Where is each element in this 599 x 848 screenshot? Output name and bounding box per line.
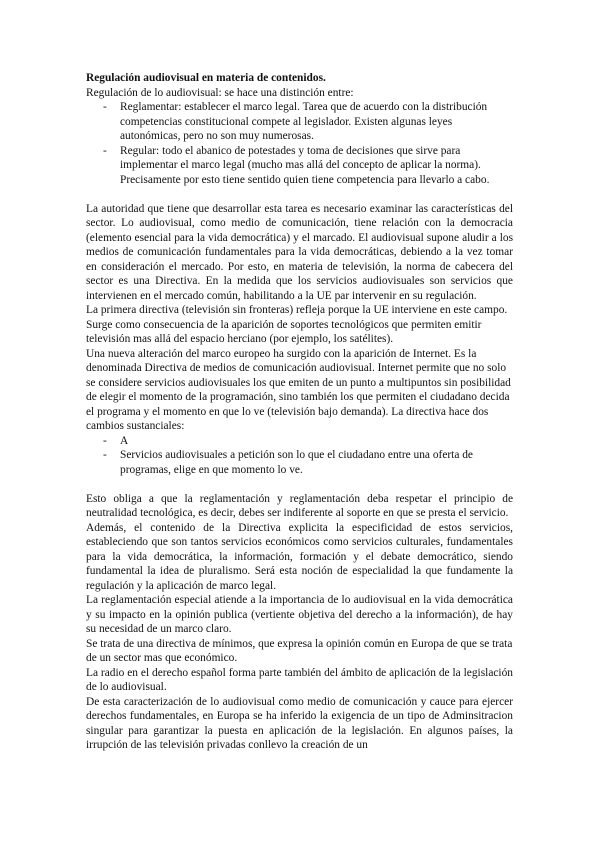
bullet-dash: - [103,449,107,461]
list-item [86,144,513,188]
bullet-dash: - [103,434,107,447]
list-item-text: Servicios audiovisuales a petición son lo que el ciudadano entre una oferta de programas, elige en que momento lo ve. [120,449,473,476]
document-page [86,71,513,753]
paragraph: Se trata de una directiva de mínimos, que expresa la opinión común en Europa de que se trata de un sector mas que económico. [86,637,513,664]
paragraph: Esto obliga a que la reglamentación y reglamentación deba respetar el principio de neutralidad tecnológica, es decir, debes ser indiferente al soporte en que se presta el servicio. [86,492,513,519]
list-item-text: Regular: todo el abanico de potestades y toma de decisiones que sirve para implementar el marco legal (mucho mas allá del concepto de aplicar la norma). Precisamente por esto tiene sentido quien tiene competencia para llevarlo a cabo. [120,144,490,186]
paragraph: La radio en el derecho español forma parte también del ámbito de aplicación de la legislación de lo audiovisual. [86,666,513,693]
intro-text: Regulación de lo audiovisual: se hace una distinción entre: [86,86,354,99]
document-title: Regulación audiovisual en materia de contenidos. [86,72,326,84]
paragraph: Además, el contenido de la Directiva explicita la especificidad de estos servicios, estableciendo que son tantos servicios económicos como servicios culturales, fundamentales para la vida democrática, la información, formación y el debate democrático, siendo fundamental la idea de pluralismo. Será esta noción de especialidad la que fundamente la regulación y la aplicación de marco legal. [86,521,513,592]
list-item [86,434,513,449]
spacer [86,477,513,492]
paragraph: Una nueva alteración del marco europeo ha surgido con la aparición de Internet. Es la denominada Directiva de medios de comunicación audiovisual. Internet permite que no solo se considere servicios audiovisuales los que emiten de un punto a multipuntos sin posibilidad de elegir el momento de la programación, sino también los que permiten el ciudadano decida el programa y el momento en que lo ve (televisión bajo demanda). La directiva hace dos cambios sustanciales: [86,347,511,432]
paragraph: La reglamentación especial atiende a la importancia de lo audiovisual en la vida democrática y su impacto en la opinión publica (vertiente objetiva del derecho a la información), de hay su necesidad de un marco claro. [86,594,513,635]
list-item-text: A [120,434,129,447]
spacer [86,187,513,202]
list-item-text: Reglamentar: establecer el marco legal. Tarea que de acuerdo con la distribución competencias constitucional compete al legislador. Existen algunas leyes autonómicas, pero no son muy numerosas. [120,101,488,142]
distinction-list [86,100,513,187]
changes-list [86,434,513,478]
paragraph: La primera directiva (televisión sin fronteras) refleja porque la UE interviene en este campo. Surge como consecuencia de la aparición de soportes tecnológicos que permiten emitir televisión mas allá del espacio herciano (por ejemplo, los satélites). [86,304,508,345]
paragraph: La autoridad que tiene que desarrollar esta tarea es necesario examinar las características del sector. Lo audiovisual, como medio de comunicación, tiene relación con la democracia (elemento esencial para la vida democrática) y el marcado. El audiovisual supone aludir a los medios de comunicación fundamentales para la vida democráticas, debiendo a la vez tomar en consideración el mercado. Por esto, en materia de televisión, la norma de cabecera del sector es una Directiva. En la medida que los servicios audiovisuales son servicios que intervienen en el mercado común, habilitando a la UE par intervenir en su regulación. [86,202,513,302]
paragraph: De esta caracterización de lo audiovisual como medio de comunicación y cauce para ejercer derechos fundamentales, en Europa se ha inferido la exigencia de un tipo de Adminsitracion singular para garantizar la puesta en aplicación de la legislación. En algunos países, la irrupción de las televisión privadas conllevo la creación de un [86,695,513,751]
bullet-dash: - [103,101,107,113]
bullet-dash: - [103,144,107,157]
list-item [86,100,513,144]
list-item [86,448,513,477]
